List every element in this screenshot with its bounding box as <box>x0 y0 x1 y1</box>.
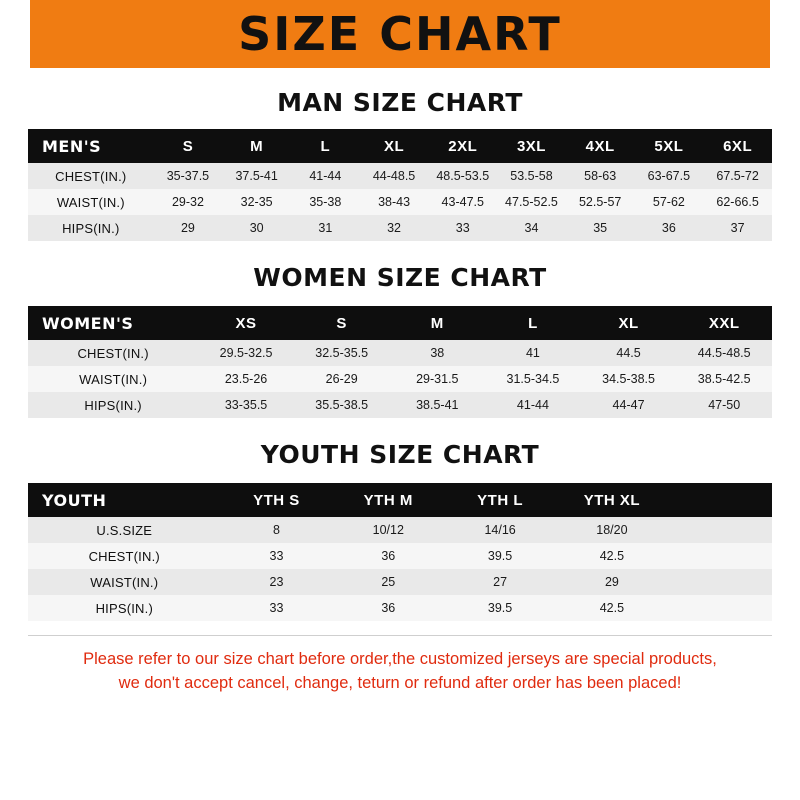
policy-note-line-2: we don't accept cancel, change, teturn or refund after order has been placed! <box>118 673 682 692</box>
table-row <box>28 163 772 189</box>
women-waist-m: 29-31.5 <box>389 366 485 392</box>
youth-row-chest-label: CHEST(IN.) <box>28 543 221 569</box>
youth-header-label: YOUTH <box>28 483 221 517</box>
table-header-row <box>28 306 772 340</box>
table-row <box>28 215 772 241</box>
page-title: SIZE CHART <box>238 7 562 61</box>
men-size-table <box>28 129 772 241</box>
women-header-s: S <box>294 306 390 340</box>
women-waist-l: 31.5-34.5 <box>485 366 581 392</box>
men-waist-5xl: 57-62 <box>635 189 704 215</box>
men-chest-xl: 44-48.5 <box>360 163 429 189</box>
youth-row-hips-label: HIPS(IN.) <box>28 595 221 621</box>
women-row-chest-label: CHEST(IN.) <box>28 340 198 366</box>
youth-row-ussize-label: U.S.SIZE <box>28 517 221 543</box>
youth-ussize-xl: 18/20 <box>556 517 668 543</box>
women-table-head <box>28 306 772 340</box>
youth-chest-s: 33 <box>221 543 333 569</box>
table-row <box>28 366 772 392</box>
youth-waist-m: 25 <box>332 569 444 595</box>
youth-waist-s: 23 <box>221 569 333 595</box>
men-header-2xl: 2XL <box>428 129 497 163</box>
men-waist-l: 35-38 <box>291 189 360 215</box>
men-chest-5xl: 63-67.5 <box>635 163 704 189</box>
youth-table-body <box>28 517 772 621</box>
men-header-xl: XL <box>360 129 429 163</box>
women-table-body <box>28 340 772 418</box>
policy-note <box>28 635 772 696</box>
women-chest-l: 41 <box>485 340 581 366</box>
men-hips-5xl: 36 <box>635 215 704 241</box>
men-hips-xl: 32 <box>360 215 429 241</box>
men-row-chest-label: CHEST(IN.) <box>28 163 154 189</box>
youth-ussize-spacer <box>668 517 772 543</box>
youth-header-l: YTH L <box>444 483 556 517</box>
women-row-waist-label: WAIST(IN.) <box>28 366 198 392</box>
women-chest-xxl: 44.5-48.5 <box>676 340 772 366</box>
table-row <box>28 569 772 595</box>
men-table-body <box>28 163 772 241</box>
table-row <box>28 392 772 418</box>
men-chest-3xl: 53.5-58 <box>497 163 566 189</box>
men-hips-4xl: 35 <box>566 215 635 241</box>
youth-waist-l: 27 <box>444 569 556 595</box>
women-header-xs: XS <box>198 306 294 340</box>
table-row <box>28 595 772 621</box>
men-header-m: M <box>222 129 291 163</box>
men-waist-xl: 38-43 <box>360 189 429 215</box>
women-chest-m: 38 <box>389 340 485 366</box>
women-hips-xxl: 47-50 <box>676 392 772 418</box>
men-hips-6xl: 37 <box>703 215 772 241</box>
youth-header-spacer <box>668 483 772 517</box>
youth-ussize-l: 14/16 <box>444 517 556 543</box>
men-header-5xl: 5XL <box>635 129 704 163</box>
youth-waist-xl: 29 <box>556 569 668 595</box>
table-row <box>28 340 772 366</box>
table-row <box>28 517 772 543</box>
page-banner <box>0 0 800 68</box>
men-header-label: MEN'S <box>28 129 154 163</box>
section-title-men: MAN SIZE CHART <box>277 88 523 117</box>
men-header-4xl: 4XL <box>566 129 635 163</box>
youth-header-m: YTH M <box>332 483 444 517</box>
men-waist-2xl: 43-47.5 <box>428 189 497 215</box>
women-chest-xl: 44.5 <box>581 340 677 366</box>
chart-content <box>0 68 800 800</box>
table-header-row <box>28 483 772 517</box>
youth-chest-l: 39.5 <box>444 543 556 569</box>
women-header-xxl: XXL <box>676 306 772 340</box>
table-row <box>28 543 772 569</box>
men-row-hips-label: HIPS(IN.) <box>28 215 154 241</box>
men-header-6xl: 6XL <box>703 129 772 163</box>
women-header-label: WOMEN'S <box>28 306 198 340</box>
women-hips-xs: 33-35.5 <box>198 392 294 418</box>
men-waist-3xl: 47.5-52.5 <box>497 189 566 215</box>
men-chest-2xl: 48.5-53.5 <box>428 163 497 189</box>
section-title-youth: YOUTH SIZE CHART <box>260 440 540 469</box>
women-hips-xl: 44-47 <box>581 392 677 418</box>
men-hips-3xl: 34 <box>497 215 566 241</box>
men-row-waist-label: WAIST(IN.) <box>28 189 154 215</box>
women-hips-m: 38.5-41 <box>389 392 485 418</box>
men-chest-l: 41-44 <box>291 163 360 189</box>
women-chest-xs: 29.5-32.5 <box>198 340 294 366</box>
women-size-table <box>28 306 772 418</box>
women-header-xl: XL <box>581 306 677 340</box>
youth-size-table <box>28 483 772 621</box>
men-waist-4xl: 52.5-57 <box>566 189 635 215</box>
women-waist-s: 26-29 <box>294 366 390 392</box>
women-header-l: L <box>485 306 581 340</box>
men-chest-6xl: 67.5-72 <box>703 163 772 189</box>
youth-table-head <box>28 483 772 517</box>
women-hips-s: 35.5-38.5 <box>294 392 390 418</box>
women-row-hips-label: HIPS(IN.) <box>28 392 198 418</box>
youth-header-xl: YTH XL <box>556 483 668 517</box>
men-table-head <box>28 129 772 163</box>
youth-hips-xl: 42.5 <box>556 595 668 621</box>
men-waist-s: 29-32 <box>154 189 223 215</box>
men-waist-m: 32-35 <box>222 189 291 215</box>
youth-header-s: YTH S <box>221 483 333 517</box>
men-header-s: S <box>154 129 223 163</box>
men-hips-s: 29 <box>154 215 223 241</box>
men-hips-2xl: 33 <box>428 215 497 241</box>
youth-hips-spacer <box>668 595 772 621</box>
men-chest-m: 37.5-41 <box>222 163 291 189</box>
youth-hips-m: 36 <box>332 595 444 621</box>
table-header-row <box>28 129 772 163</box>
women-header-m: M <box>389 306 485 340</box>
women-waist-xl: 34.5-38.5 <box>581 366 677 392</box>
women-hips-l: 41-44 <box>485 392 581 418</box>
women-chest-s: 32.5-35.5 <box>294 340 390 366</box>
men-header-3xl: 3XL <box>497 129 566 163</box>
policy-note-line-1: Please refer to our size chart before order,the customized jerseys are special products, <box>83 650 717 668</box>
youth-waist-spacer <box>668 569 772 595</box>
table-row <box>28 189 772 215</box>
youth-row-waist-label: WAIST(IN.) <box>28 569 221 595</box>
youth-chest-spacer <box>668 543 772 569</box>
men-chest-s: 35-37.5 <box>154 163 223 189</box>
section-title-women: WOMEN SIZE CHART <box>253 263 547 292</box>
men-chest-4xl: 58-63 <box>566 163 635 189</box>
youth-ussize-m: 10/12 <box>332 517 444 543</box>
youth-hips-l: 39.5 <box>444 595 556 621</box>
men-waist-6xl: 62-66.5 <box>703 189 772 215</box>
women-waist-xxl: 38.5-42.5 <box>676 366 772 392</box>
youth-hips-s: 33 <box>221 595 333 621</box>
youth-chest-xl: 42.5 <box>556 543 668 569</box>
men-header-l: L <box>291 129 360 163</box>
youth-chest-m: 36 <box>332 543 444 569</box>
men-hips-m: 30 <box>222 215 291 241</box>
women-waist-xs: 23.5-26 <box>198 366 294 392</box>
youth-ussize-s: 8 <box>221 517 333 543</box>
men-hips-l: 31 <box>291 215 360 241</box>
